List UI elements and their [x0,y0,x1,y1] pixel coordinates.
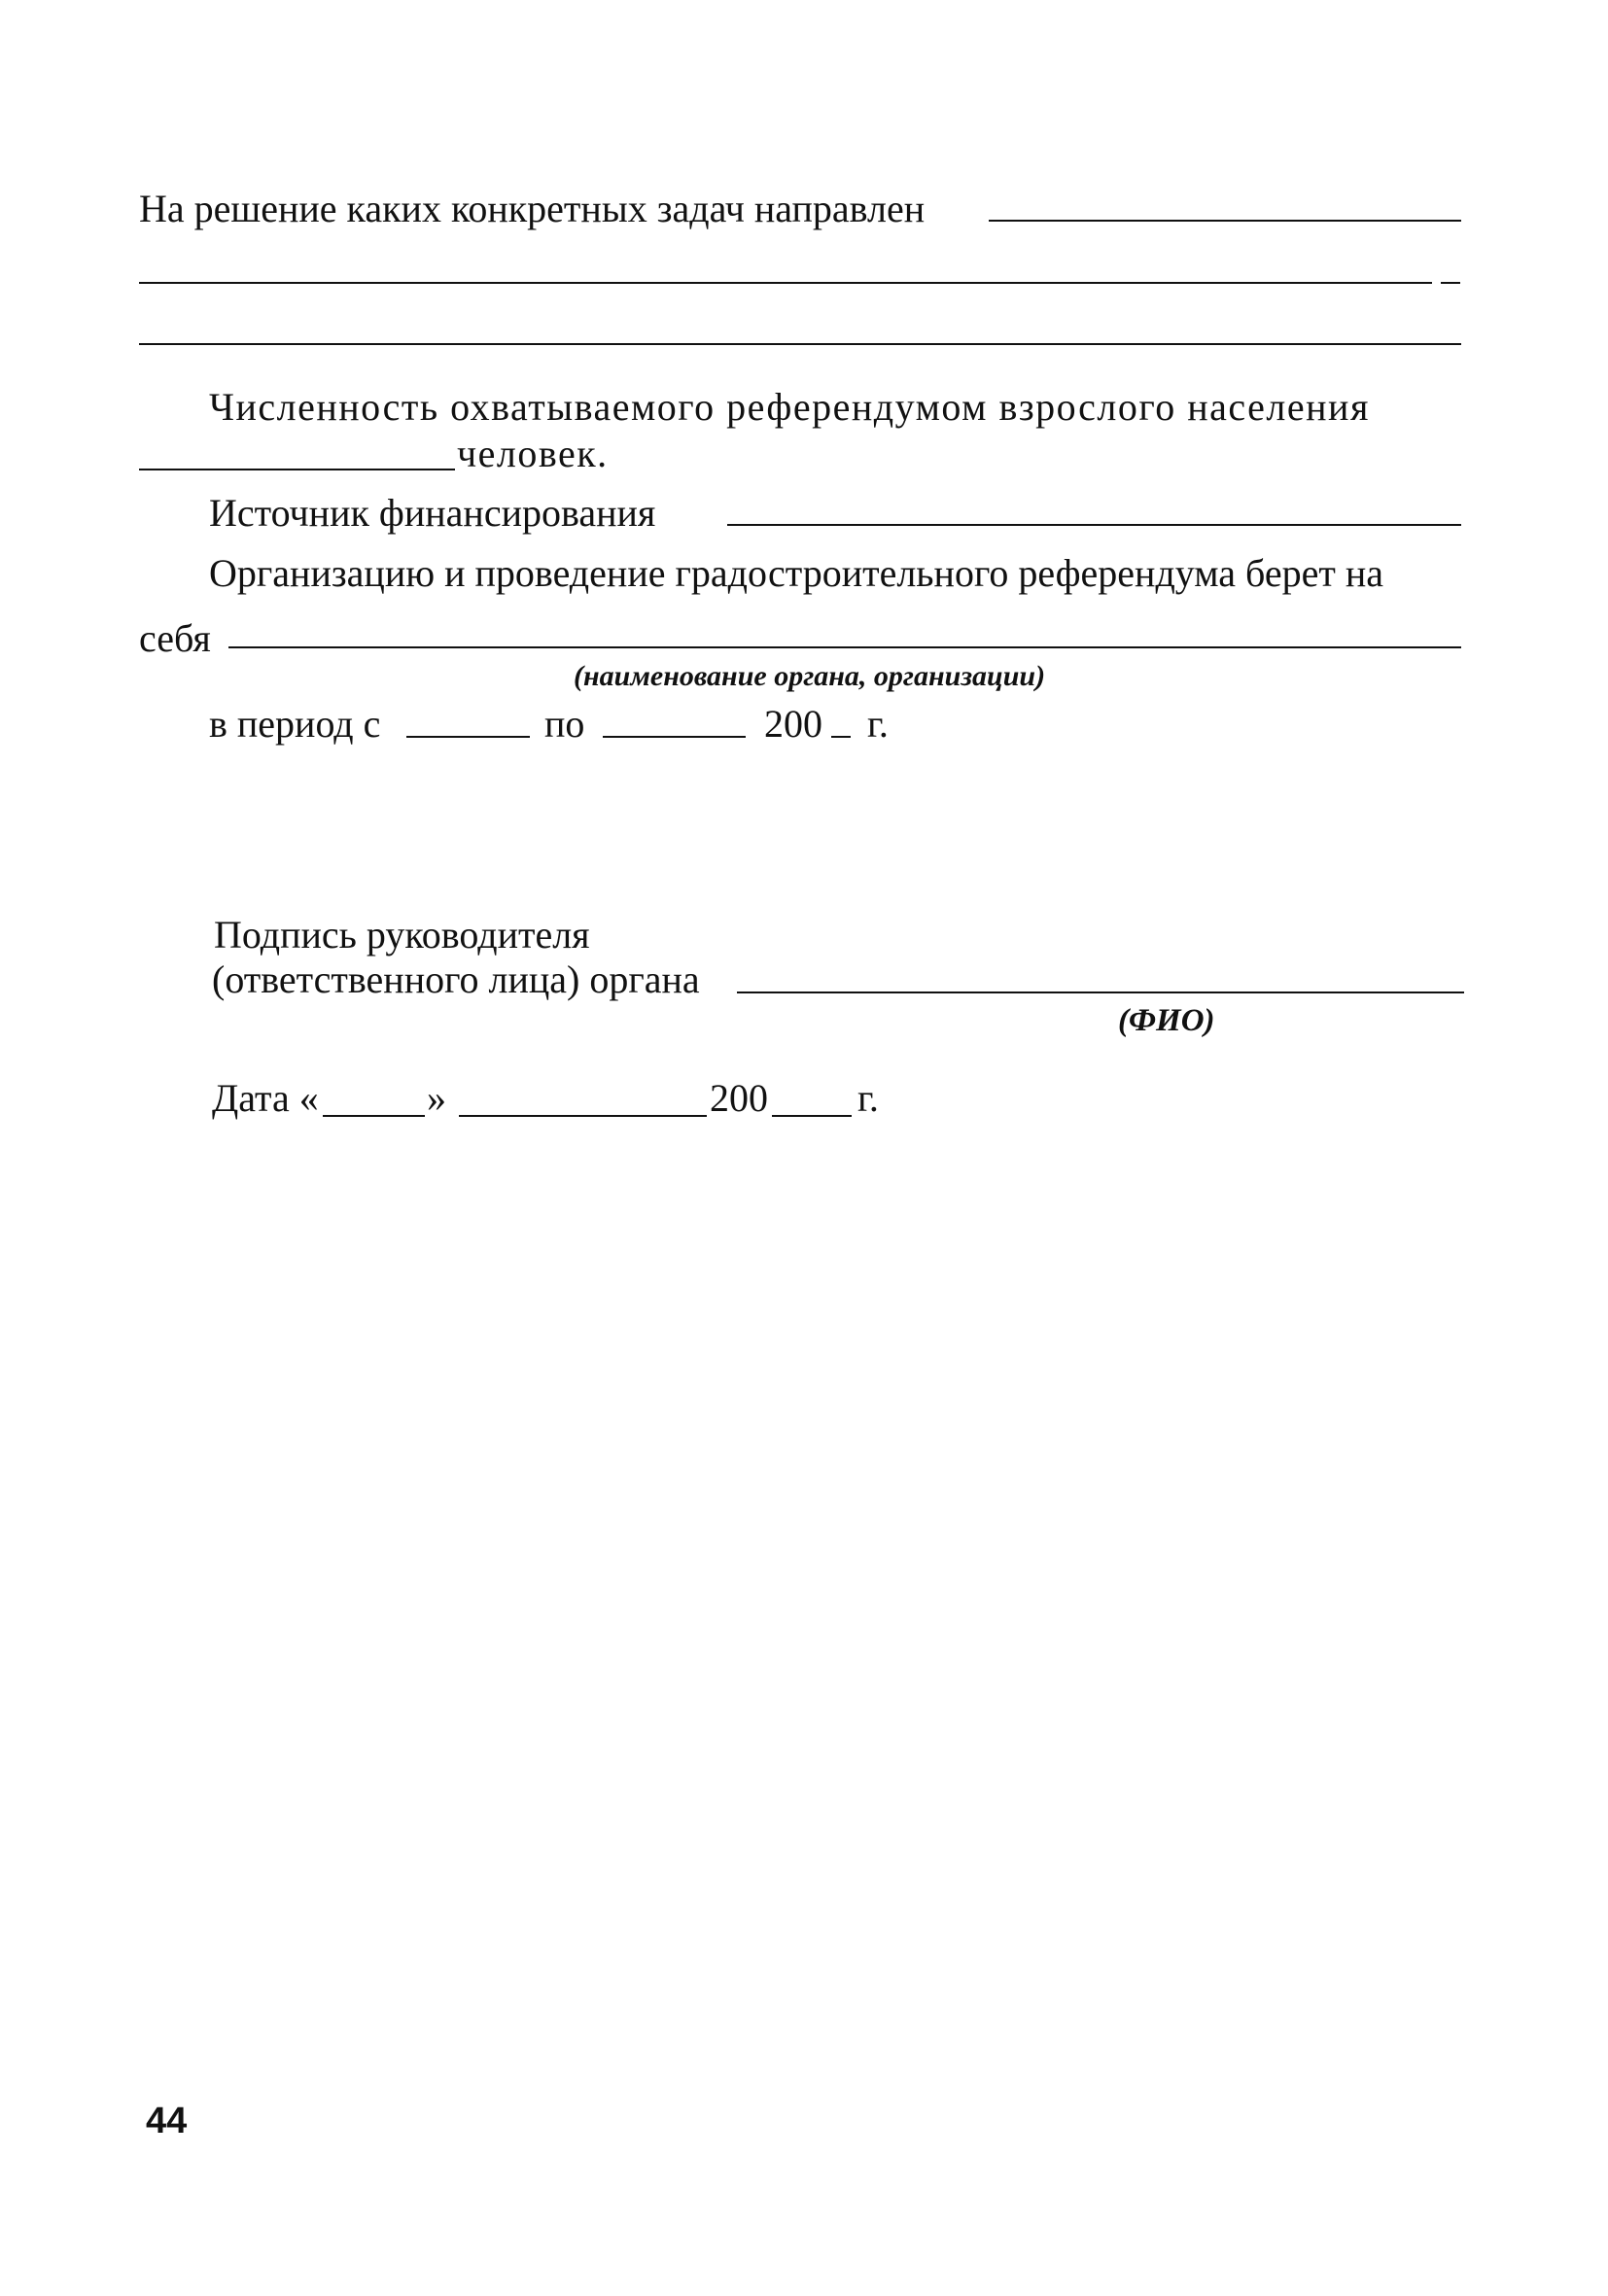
period-from-label: в период с [209,702,381,746]
organization-blank[interactable] [228,646,1461,648]
page-number: 44 [146,2101,188,2141]
date-label: Дата « [212,1076,319,1120]
period-to-blank[interactable] [603,736,746,738]
population-blank[interactable] [139,469,455,470]
signature-caption: (ФИО) [1118,1003,1215,1038]
period-from-blank[interactable] [406,736,530,738]
funding-blank[interactable] [727,524,1461,526]
tasks-label: На решение каких конкретных задач направлен [139,187,926,230]
tasks-blank-1[interactable] [989,220,1461,222]
tasks-blank-2[interactable] [139,282,1432,284]
period-to-label: по [544,702,585,746]
signature-line2: (ответственного лица) органа [212,957,700,1001]
organization-text: Организацию и проведение градостроительного референдума берет на [209,551,1384,595]
date-year-blank[interactable] [772,1115,852,1117]
date-year-suffix: г. [857,1076,879,1120]
date-close-quote: » [427,1076,446,1120]
signature-line1: Подпись руководителя [214,913,590,957]
organization-self: себя [139,616,211,660]
signature-blank[interactable] [737,991,1464,993]
tasks-blank-2-end [1441,282,1460,284]
date-month-blank[interactable] [459,1115,707,1117]
period-year: 200 [764,702,822,746]
tasks-blank-3[interactable] [139,343,1461,345]
population-unit: человек. [457,432,609,475]
date-year: 200 [710,1076,768,1120]
funding-label: Источник финансирования [209,491,656,535]
date-day-blank[interactable] [323,1115,425,1117]
organization-caption: (наименование органа, организации) [574,660,1046,692]
population-label: Численность охватываемого референдумом взрослого населения [209,385,1370,429]
period-year-blank[interactable] [831,736,851,738]
period-year-suffix: г. [867,702,889,746]
